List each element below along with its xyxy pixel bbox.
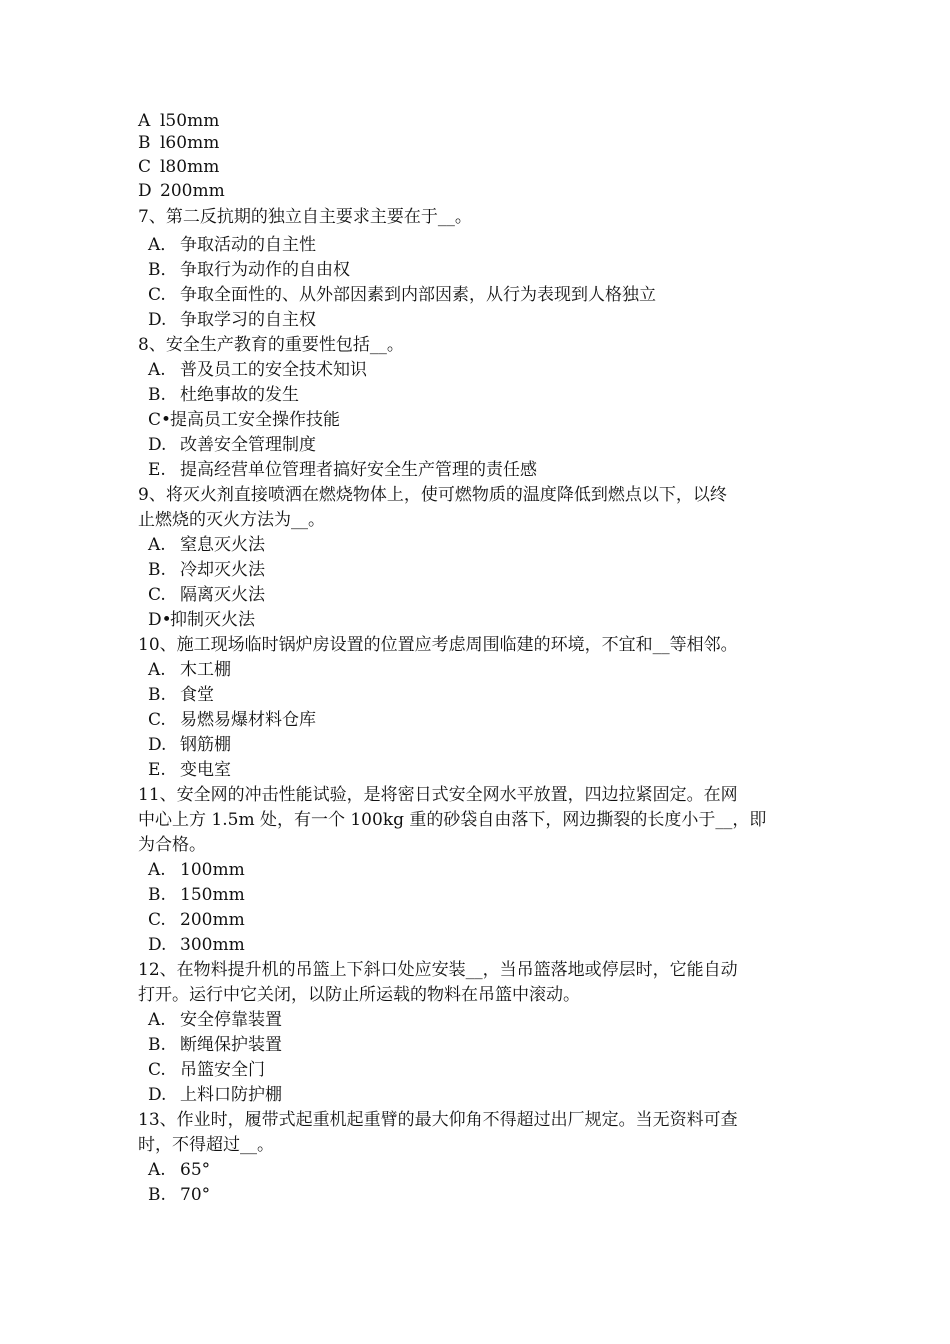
q10-option-e [148, 760, 231, 780]
q7-option-b [148, 260, 350, 280]
option-label: C. [148, 585, 166, 605]
option-label: C. [148, 710, 166, 730]
option-label: A. [148, 1010, 166, 1030]
option-text: 木工棚 [180, 660, 231, 680]
option-label: A. [148, 1160, 166, 1180]
option-label: D. [148, 435, 167, 455]
option-text: 300mm [180, 935, 245, 955]
option-a [138, 111, 219, 131]
q12-option-a [148, 1010, 282, 1030]
option-label: B. [148, 385, 166, 405]
option-label: B. [148, 1035, 166, 1055]
option-text: 提高经营单位管理者搞好安全生产管理的责任感 [180, 460, 537, 480]
q8-option-b [148, 385, 299, 405]
q10-option-c [148, 710, 316, 730]
option-label: D. [148, 1085, 167, 1105]
q8-option-e [148, 460, 537, 480]
option-text: l60mm [160, 133, 220, 153]
option-text: 杜绝事故的发生 [180, 385, 299, 405]
q9-option-a [148, 535, 265, 555]
option-label: B． [148, 260, 178, 280]
option-label: B [138, 133, 151, 153]
option-label: A. [148, 660, 166, 680]
option-text: 争取学习的自主权 [180, 310, 316, 330]
option-text: 150mm [180, 885, 245, 905]
option-label: E. [148, 460, 166, 480]
q10-option-a [148, 660, 231, 680]
option-text: l50mm [160, 111, 220, 131]
question-9-line-1: 9、将灭火剂直接喷洒在燃烧物体上，使可燃物质的温度降低到燃点以下，以终 [138, 485, 727, 505]
option-text: 争取行为动作的自由权 [180, 260, 350, 280]
option-label: B. [148, 1185, 166, 1205]
option-text: 吊篮安全门 [180, 1060, 265, 1080]
option-label: A. [148, 535, 166, 555]
question-7: 7、第二反抗期的独立自主要求主要在于__。 [138, 207, 472, 227]
q7-option-d [148, 310, 316, 330]
question-12-line-1: 12、在物料提升机的吊篮上下斜口处应安装__，当吊篮落地或停层时，它能自动 [138, 960, 738, 980]
option-label: A. [148, 360, 166, 380]
option-text: 抑制灭火法 [170, 610, 255, 630]
option-text: 70° [180, 1185, 211, 1205]
option-text: 钢筋棚 [180, 735, 231, 755]
option-text: 隔离灭火法 [180, 585, 265, 605]
option-label: D [138, 181, 152, 201]
option-text: 易燃易爆材料仓库 [180, 710, 316, 730]
question-12-line-2: 打开。运行中它关闭，以防止所运载的物料在吊篮中滚动。 [138, 985, 580, 1005]
option-label: E. [148, 760, 166, 780]
option-label: C• [148, 410, 172, 430]
q13-option-b [148, 1185, 210, 1205]
option-text: 安全停靠装置 [180, 1010, 282, 1030]
q8-option-a [148, 360, 367, 380]
question-9-line-2: 止燃烧的灭火方法为__。 [138, 510, 325, 530]
option-label: A． [148, 235, 178, 255]
option-label: C [138, 157, 152, 177]
q9-option-c [148, 585, 265, 605]
option-text: 65° [180, 1160, 211, 1180]
q13-option-a [148, 1160, 210, 1180]
question-13-line-2: 时，不得超过__。 [138, 1135, 274, 1155]
option-text: 提高员工安全操作技能 [170, 410, 340, 430]
option-text: 窒息灭火法 [180, 535, 265, 555]
question-8: 8、安全生产教育的重要性包括__。 [138, 335, 404, 355]
option-label: D. [148, 935, 167, 955]
option-label: C. [148, 1060, 166, 1080]
option-d [138, 181, 225, 201]
option-label: D. [148, 735, 167, 755]
q11-option-d [148, 935, 245, 955]
q11-option-b [148, 885, 245, 905]
q10-option-d [148, 735, 231, 755]
q9-option-d [148, 610, 255, 630]
option-label: B. [148, 885, 166, 905]
q11-option-c [148, 910, 245, 930]
question-11-line-1: 11、安全网的冲击性能试验，是将密日式安全网水平放置，四边拉紧固定。在网 [138, 785, 738, 805]
option-text: 争取活动的自主性 [180, 235, 316, 255]
option-label: A [138, 111, 151, 131]
question-13-line-1: 13、作业时，履带式起重机起重臂的最大仰角不得超过出厂规定。当无资料可查 [138, 1110, 738, 1130]
q10-option-b [148, 685, 214, 705]
option-text: 变电室 [180, 760, 231, 780]
q11-option-a [148, 860, 245, 880]
question-11-line-2: 中心上方 1.5m 处，有一个 100kg 重的砂袋自由落下，网边撕裂的长度小于__，即 [138, 810, 767, 830]
option-c [138, 157, 219, 177]
option-text: 争取全面性的、从外部因素到内部因素，从行为表现到人格独立 [180, 285, 656, 305]
option-text: 冷却灭火法 [180, 560, 265, 580]
option-text: 200mm [180, 910, 245, 930]
option-text: l80mm [160, 157, 220, 177]
question-10: 10、施工现场临时锅炉房设置的位置应考虑周围临建的环境，不宜和__等相邻。 [138, 635, 738, 655]
option-label: C. [148, 285, 166, 305]
option-text: 断绳保护装置 [180, 1035, 282, 1055]
q12-option-b [148, 1035, 282, 1055]
option-label: C. [148, 910, 166, 930]
q8-option-d [148, 435, 316, 455]
option-label: B. [148, 560, 166, 580]
option-label: D• [148, 610, 172, 630]
q7-option-c [148, 285, 656, 305]
option-text: 200mm [160, 181, 225, 201]
option-text: 100mm [180, 860, 245, 880]
option-b [138, 133, 219, 153]
option-label: D. [148, 310, 167, 330]
option-label: B. [148, 685, 166, 705]
q8-option-c [148, 410, 340, 430]
option-text: 上料口防护棚 [180, 1085, 282, 1105]
option-label: A. [148, 860, 166, 880]
q12-option-d [148, 1085, 282, 1105]
question-11-line-3: 为合格。 [138, 835, 206, 855]
option-text: 改善安全管理制度 [180, 435, 316, 455]
q12-option-c [148, 1060, 265, 1080]
q9-option-b [148, 560, 265, 580]
option-text: 普及员工的安全技术知识 [180, 360, 367, 380]
option-text: 食堂 [180, 685, 214, 705]
q7-option-a [148, 235, 316, 255]
